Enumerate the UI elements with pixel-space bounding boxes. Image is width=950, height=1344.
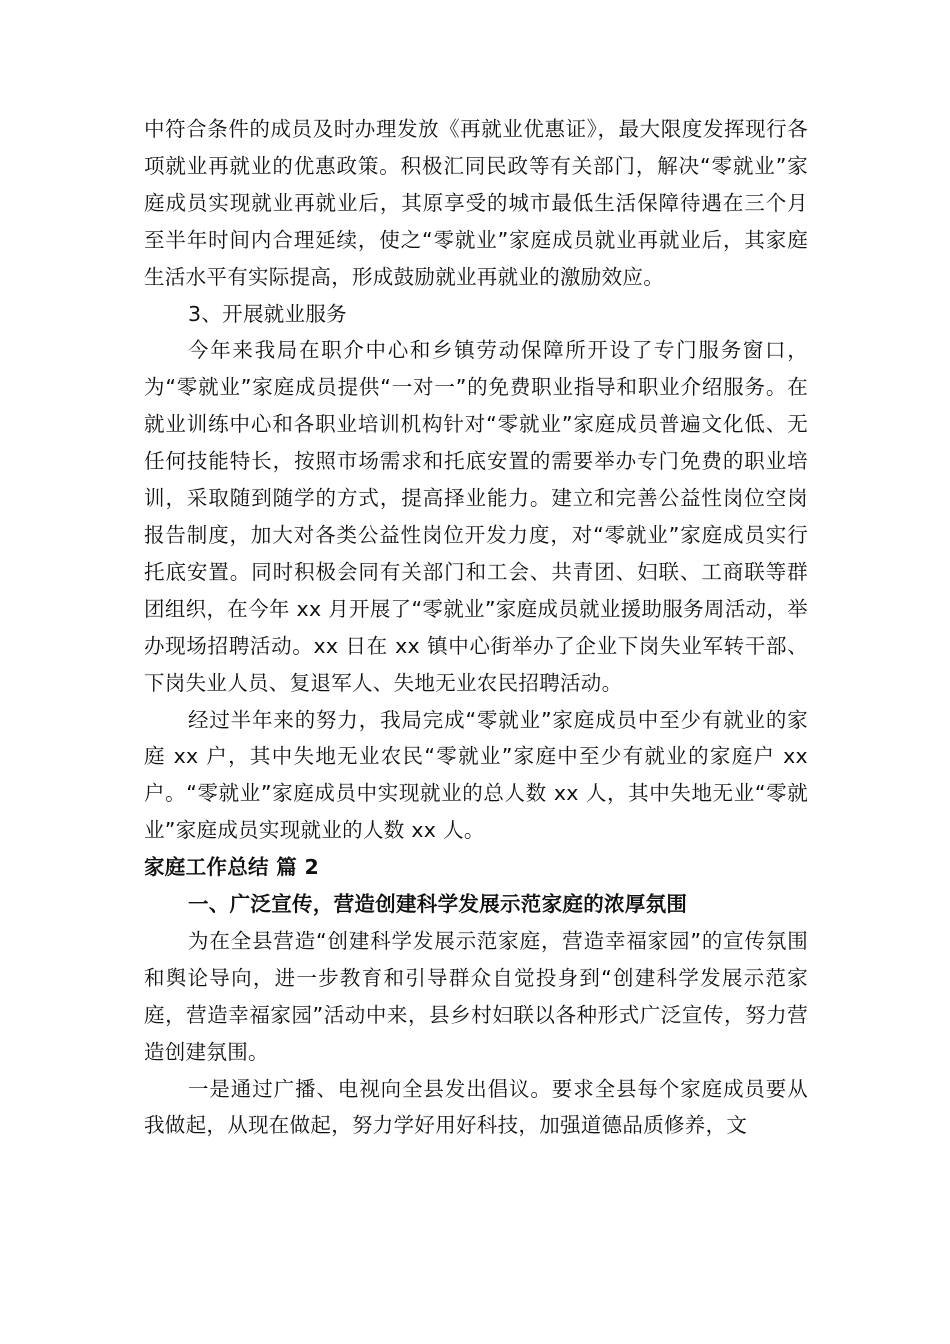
subheading-employment-services: 3、开展就业服务	[188, 301, 347, 326]
subheading-publicity: 一、广泛宣传，营造创建科学发展示范家庭的浓厚氛围	[188, 892, 688, 917]
paragraph-employment-services: 今年来我局在职介中心和乡镇劳动保障所开设了专门服务窗口，为“零就业”家庭成员提供“一对一”的免费职业指导和职业介绍服务。在就业训练中心和各职业培训机构针对“零就业”家庭成员普遍文化低、无任何技能特长，按照市场需求和托底安置的需要举办专门免费的职业培训，采取随到随学的方式，提高择业能力。建立和完善公益性岗位空岗报告制度，加大对各类公益性岗位开发力度，对“零就业”家庭成员实行托底安置。同时积极会同有关部门和工会、共青团、妇联、工商联等群团组织，在今年 xx 月开展了“零就业”家庭成员就业援助服务周活动，举办现场招聘活动。xx 日在 xx 镇中心街举办了企业下岗失业军转干部、下岗失业人员、复退军人、失地无业农民招聘活动。	[144, 338, 808, 695]
document-body	[144, 111, 808, 1144]
paragraph-half-year-results: 经过半年来的努力，我局完成“零就业”家庭成员中至少有就业的家庭 xx 户，其中失地无业农民“零就业”家庭中至少有就业的家庭户 xx 户。“零就业”家庭成员中实现就业的总人数 xx 人，其中失地无业“零就业”家庭成员实现就业的人数 xx 人。	[144, 707, 808, 843]
section-title-summary-2: 家庭工作总结 篇 2	[144, 855, 320, 880]
paragraph-publicity: 为在全县营造“创建科学发展示范家庭，营造幸福家园”的宣传氛围和舆论导向，进一步教育和引导群众自觉投身到“创建科学发展示范家庭，营造幸福家园”活动中来，县乡村妇联以各种形式广泛宣传，努力营造创建氛围。	[144, 928, 808, 1064]
paragraph-policy-continuation: 中符合条件的成员及时办理发放《再就业优惠证》，最大限度发挥现行各项就业再就业的优惠政策。积极汇同民政等有关部门，解决“零就业”家庭成员实现就业再就业后，其原享受的城市最低生活保障待遇在三个月至半年时间内合理延续，使之“零就业”家庭成员就业再就业后，其家庭生活水平有实际提高，形成鼓励就业再就业的激励效应。	[144, 117, 808, 289]
paragraph-broadcast-initiative: 一是通过广播、电视向全县发出倡议。要求全县每个家庭成员要从我做起，从现在做起，努力学好用好科技，加强道德品质修养，文	[144, 1076, 808, 1138]
